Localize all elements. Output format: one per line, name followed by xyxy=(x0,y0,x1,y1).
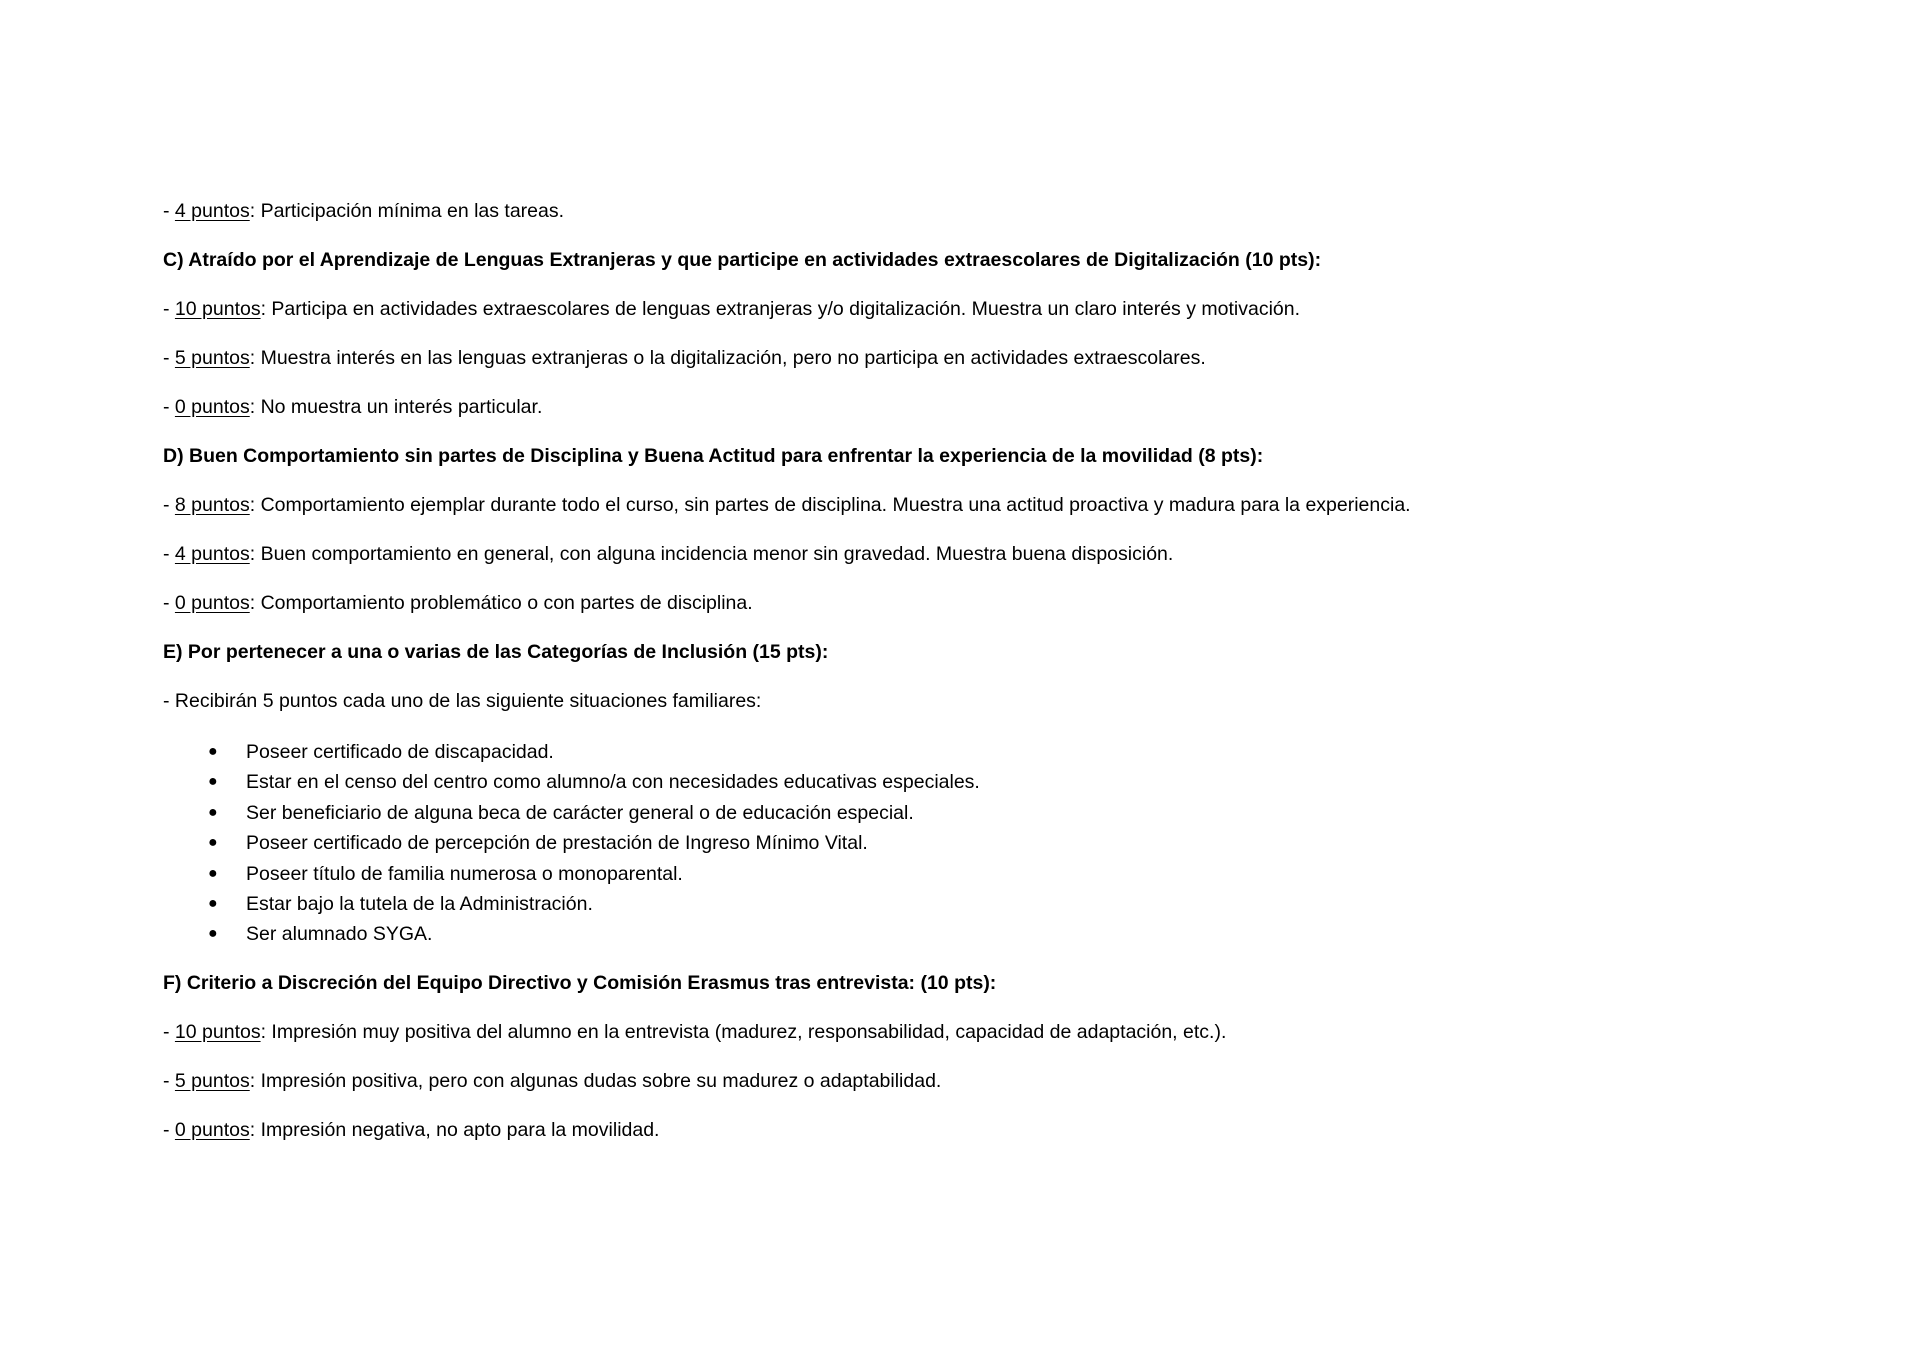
bullet-icon: ● xyxy=(208,925,218,943)
points-label: 10 puntos xyxy=(174,298,261,320)
criterion-text: : Impresión positiva, pero con algunas dudas sobre su madurez o adaptabilidad. xyxy=(249,1069,942,1092)
criterion-line xyxy=(163,1068,1803,1094)
criterion-text: : Impresión negativa, no apto para la movilidad. xyxy=(249,1118,660,1141)
line-prefix: - xyxy=(163,298,175,320)
criterion-text: : Comportamiento ejemplar durante todo el curso, sin partes de disciplina. Muestra una actitud proactiva y madura para la experiencia. xyxy=(249,494,1411,516)
list-item-text: Estar en el censo del centro como alumno/a con necesidades educativas especiales. xyxy=(246,771,980,794)
criterion-text: : No muestra un interés particular. xyxy=(249,396,543,418)
criterion-line xyxy=(163,345,1803,371)
section-c-heading: C) Atraído por el Aprendizaje de Lenguas Extranjeras y que participe en actividades extraescolares de Digitalización (10 pts): xyxy=(163,249,1322,271)
criterion-text: : Participa en actividades extraescolares de lenguas extranjeras y/o digitalización. Muestra un claro interés y motivación. xyxy=(260,298,1301,320)
list-item-text: Poseer certificado de discapacidad. xyxy=(246,741,554,763)
criterion-line xyxy=(163,541,1803,567)
criterion-text: : Muestra interés en las lenguas extranjeras o la digitalización, pero no participa en actividades extraescolares. xyxy=(249,347,1206,369)
criterion-line xyxy=(163,1019,1803,1045)
line-prefix: - xyxy=(163,592,175,614)
line-prefix: - xyxy=(163,543,175,565)
bullet-icon: ● xyxy=(208,864,218,882)
list-item-text: Ser beneficiario de alguna beca de carácter general o de educación especial. xyxy=(246,801,914,824)
bullet-icon: ● xyxy=(208,773,218,791)
points-label: 0 puntos xyxy=(174,592,250,614)
points-label: 0 puntos xyxy=(174,396,250,418)
points-label: 4 puntos xyxy=(174,200,250,222)
line-prefix: - xyxy=(163,494,175,516)
list-item xyxy=(163,859,1803,889)
list-item xyxy=(163,767,1803,797)
list-item xyxy=(163,919,1803,949)
points-label: 10 puntos xyxy=(174,1020,261,1043)
section-d-heading: D) Buen Comportamiento sin partes de Disciplina y Buena Actitud para enfrentar la experiencia de la movilidad (8 pts): xyxy=(163,445,1264,467)
points-label: 8 puntos xyxy=(174,494,250,516)
points-label: 5 puntos xyxy=(174,1069,250,1092)
section-f-heading: F) Criterio a Discreción del Equipo Directivo y Comisión Erasmus tras entrevista: (10 pts): xyxy=(163,971,997,994)
line-prefix: - xyxy=(163,347,175,369)
criterion-text: : Comportamiento problemático o con partes de disciplina. xyxy=(249,592,753,614)
criterion-line xyxy=(163,296,1803,322)
criterion-line xyxy=(163,492,1803,518)
points-label: 0 puntos xyxy=(174,1118,250,1141)
section-e-intro: - Recibirán 5 puntos cada uno de las siguiente situaciones familiares: xyxy=(163,690,762,712)
criterion-line xyxy=(163,198,1803,224)
list-item-text: Poseer título de familia numerosa o monoparental. xyxy=(246,862,683,885)
line-prefix: - xyxy=(163,1069,175,1092)
bullet-icon: ● xyxy=(208,743,218,760)
criterion-text: : Impresión muy positiva del alumno en la entrevista (madurez, responsabilidad, capacidad de adaptación, etc.). xyxy=(260,1020,1227,1043)
criterion-text: : Participación mínima en las tareas. xyxy=(249,200,565,222)
bullet-icon: ● xyxy=(208,834,218,852)
line-prefix: - xyxy=(163,396,175,418)
criterion-text: : Buen comportamiento en general, con alguna incidencia menor sin gravedad. Muestra buena disposición. xyxy=(249,543,1174,565)
bullet-icon: ● xyxy=(208,894,218,912)
criterion-line xyxy=(163,1117,1803,1143)
list-item xyxy=(163,798,1803,828)
criterion-line xyxy=(163,590,1803,616)
points-label: 4 puntos xyxy=(174,543,250,565)
points-label: 5 puntos xyxy=(174,347,250,369)
document-page xyxy=(163,198,1803,1166)
line-prefix: - xyxy=(163,1118,175,1141)
inclusion-category-list xyxy=(163,737,1803,950)
list-item-text: Poseer certificado de percepción de prestación de Ingreso Mínimo Vital. xyxy=(246,832,868,855)
line-prefix: - xyxy=(163,200,175,222)
section-e-heading: E) Por pertenecer a una o varias de las Categorías de Inclusión (15 pts): xyxy=(163,641,829,663)
list-item xyxy=(163,828,1803,858)
list-item-text: Estar bajo la tutela de la Administración. xyxy=(246,892,593,915)
list-item xyxy=(163,889,1803,919)
bullet-icon: ● xyxy=(208,803,218,821)
list-item xyxy=(163,737,1803,767)
line-prefix: - xyxy=(163,1020,175,1043)
criterion-line xyxy=(163,394,1803,420)
list-item-text: Ser alumnado SYGA. xyxy=(246,923,433,946)
